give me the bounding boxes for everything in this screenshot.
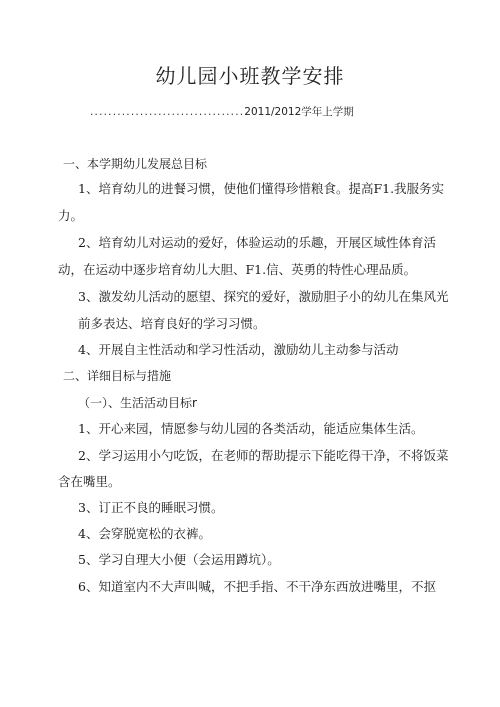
section2-subheading: （一）、生活活动目标r <box>78 396 197 410</box>
section2-item6: 6、知道室内不大声叫喊，不把手指、不干净东西放进嘴里，不抠 <box>78 579 436 594</box>
section1-item2-line1: 2、培育幼儿对运动的爱好，体验运动的乐趣，开展区域性体育活 <box>78 235 436 250</box>
document-subtitle <box>90 104 354 119</box>
section2-item2-line2: 含在嘴里。 <box>58 474 121 489</box>
document-title: 幼儿园小班教学安排 <box>155 64 345 88</box>
section1-item4: 4、开展自主性活动和学习性活动，激励幼儿主动参与活动 <box>78 342 399 357</box>
section1-item1-line2: 力。 <box>58 208 84 223</box>
section1-item3-line1: 3、激发幼儿活动的愿望、探究的爱好，激励胆子小的幼儿在集风光 <box>78 289 449 304</box>
section1-item3-line2: 前多表达、培育良好的学习习惯。 <box>78 316 266 331</box>
subtitle-term: 2011/2012学年上学期 <box>244 106 354 118</box>
section2-item3: 3、订正不良的睡眠习惯。 <box>78 500 224 515</box>
section2-item1: 1、开心来园，情愿参与幼儿园的各类活动，能适应集体生活。 <box>78 421 424 436</box>
section2-heading: 二、详细目标与措施 <box>63 369 172 383</box>
section2-item2-line1: 2、学习运用小勺吃饭，在老师的帮助提示下能吃得干净，不将饭菜 <box>78 448 449 463</box>
section2-item4: 4、会穿脱宽松的衣裤。 <box>78 526 211 541</box>
section2-item5: 5、学习自理大小便（会运用蹲坑）。 <box>78 552 280 567</box>
section1-heading: 一、本学期幼儿发展总目标 <box>63 157 208 171</box>
subtitle-leader-dots: .................................. <box>90 106 245 118</box>
section1-item2-line2: 动，在运动中逐步培育幼儿大胆、F1.信、英勇的特性心理品质。 <box>58 262 417 277</box>
section1-item1-line1: 1、培育幼儿的进餐习惯，使他们懂得珍惜粮食。提高F1.我服务实 <box>78 181 445 196</box>
